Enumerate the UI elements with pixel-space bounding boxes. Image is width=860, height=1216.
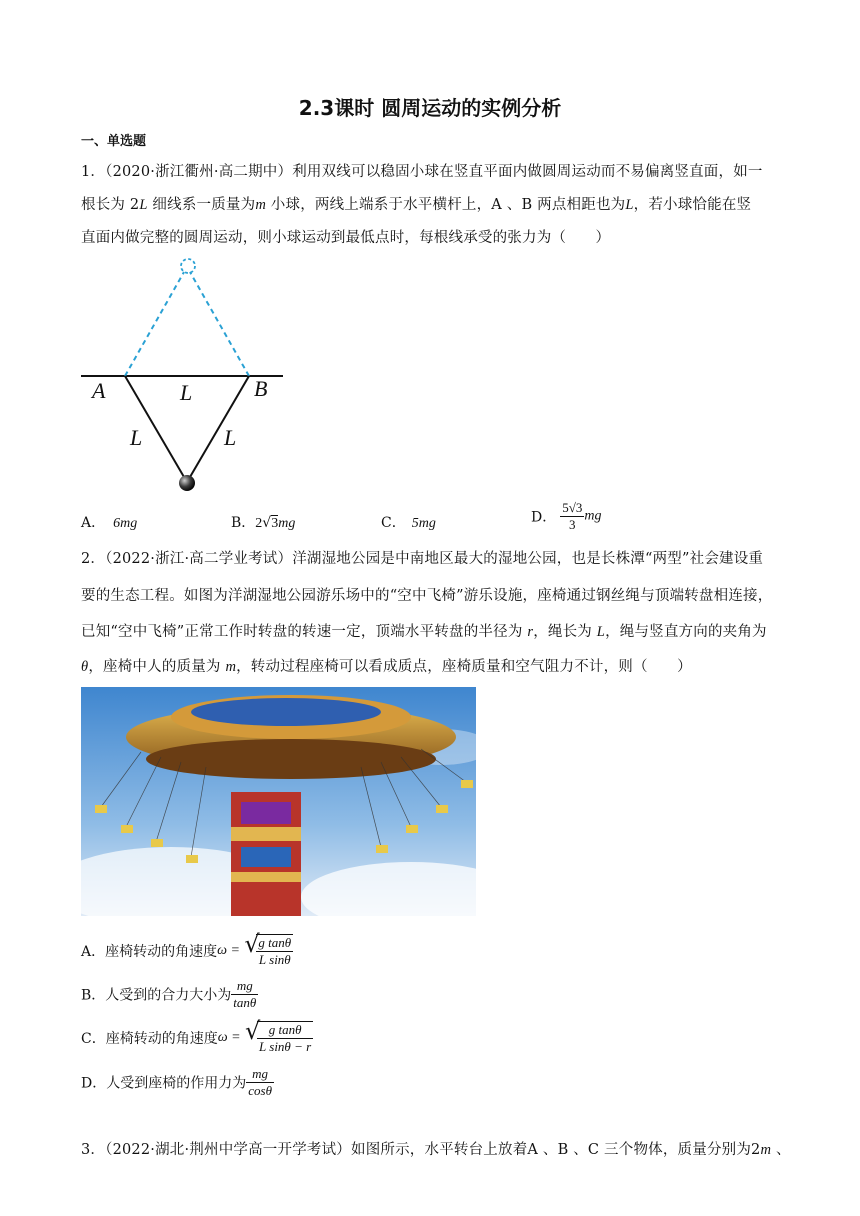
q2-line-2: 要的生态工程。如图为洋湖湿地公园游乐场中的“空中飞椅”游乐设施，座椅通过钢丝绳与顶端转盘相连接， (81, 588, 773, 604)
q1-option-b[interactable]: B．2√3mg (231, 515, 296, 531)
label-B: B (254, 376, 268, 401)
q1-option-c[interactable]: C． 5mg (381, 515, 436, 531)
dashed-line-right (190, 272, 249, 376)
label-L-top: L (180, 380, 193, 405)
section-heading: 一、单选题 (81, 134, 147, 149)
label-L-right: L (224, 425, 237, 450)
page-title: 2.3课时 圆周运动的实例分析 (298, 96, 562, 120)
swing-ride-photo (81, 687, 476, 916)
q1-line-2: 根长为 2L 细线系一质量为m 小球，两线上端系于水平横杆上，A 、B 两点相距也为L，若小球恰能在竖 (81, 197, 752, 213)
q2-option-c[interactable]: C．座椅转动的角速度ω = √ $\frac{\text{g tanθ}}{\text{L sinθ − r}}$ (81, 1017, 312, 1054)
q2-option-b[interactable]: B．人受到的合力大小为 $\frac{mg}{\tan\theta}$ (81, 978, 257, 1010)
q3-line-1: 3．（2022·湖北·荆州中学高一开学考试）如图所示，水平转台上放着A 、B 、C 三个物体，质量分别为2m 、 (81, 1142, 791, 1158)
label-A: A (92, 378, 106, 403)
q1-line-1: 1．（2020·浙江衢州·高二期中）利用双线可以稳固小球在竖直平面内做圆周运动而不易偏离竖直面，如一 (81, 164, 763, 180)
q2-line-4: θ，座椅中人的质量为 m，转动过程座椅可以看成质点，座椅质量和空气阻力不计，则（ ） (81, 659, 692, 675)
q2-option-d[interactable]: D．人受到座椅的作用力为 $\frac{mg}{\cos\theta}$ (81, 1066, 272, 1098)
dashed-line-left (125, 272, 184, 376)
label-L-left: L (130, 425, 143, 450)
q2-line-1: 2．（2022·浙江·高二学业考试）洋湖湿地公园是中南地区最大的湿地公园，也是长株潭“两型”社会建设重 (81, 551, 764, 567)
q1-option-d[interactable]: D． $\frac{5√3}{3}$ mg (531, 500, 602, 532)
q1-figure (78, 255, 293, 495)
ball (179, 475, 195, 491)
q1-line-3: 直面内做完整的圆周运动，则小球运动到最低点时，每根线承受的张力为（ ） (81, 230, 611, 246)
q2-option-a[interactable]: A．座椅转动的角速度ω = √ $\frac{\text{g tanθ}}{\text{L sinθ}}$ (81, 930, 292, 967)
string-right (190, 376, 249, 477)
q2-line-3: 已知“空中飞椅”正常工作时转盘的转速一定，顶端水平转盘的半径为 r，绳长为 L，绳与竖直方向的夹角为 (81, 624, 767, 640)
q1-option-a[interactable]: A． 6mg (81, 515, 138, 531)
ball-top-position (181, 259, 195, 273)
